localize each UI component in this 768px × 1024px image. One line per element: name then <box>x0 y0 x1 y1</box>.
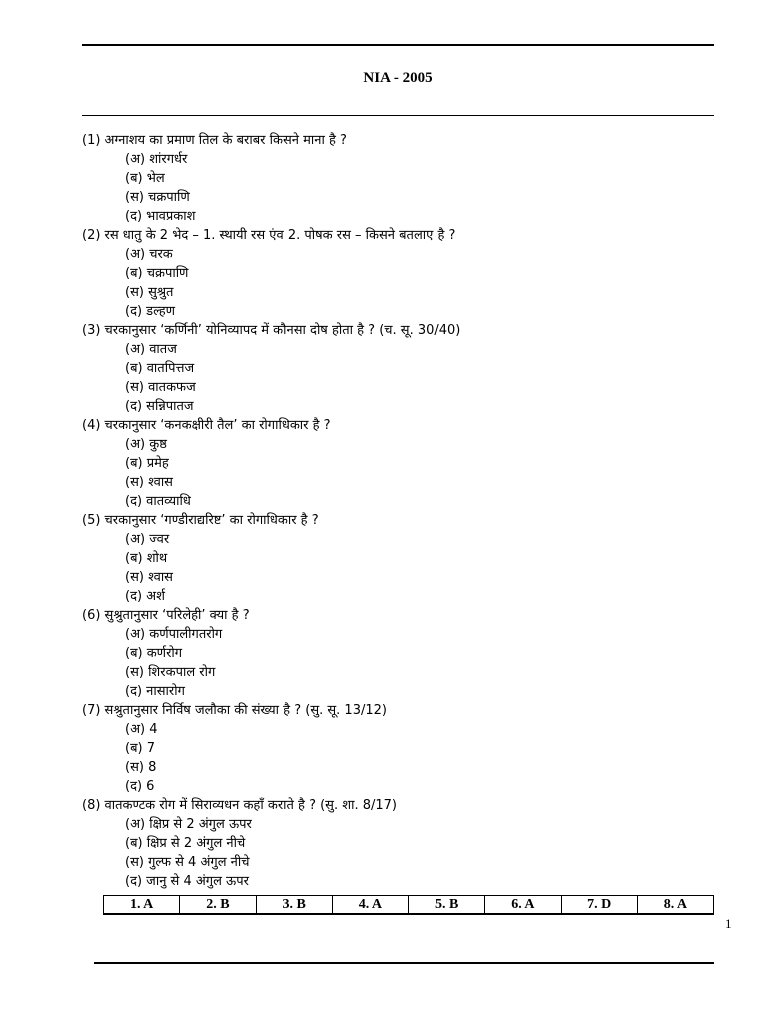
option-d: (द) वातव्याधि <box>125 494 191 509</box>
option-d: (द) अर्श <box>125 589 165 604</box>
question-text: (7) सश्रुतानुसार निर्विष जलौका की संख्या है ? (सु. सू. 13/12) <box>82 703 387 718</box>
option-a: (अ) कुष्ठ <box>125 437 167 452</box>
answer-key-table <box>103 895 714 915</box>
option-c: (स) श्वास <box>125 475 173 490</box>
option-b: (ब) भेल <box>125 171 165 186</box>
option-b: (ब) 7 <box>125 741 155 756</box>
top-rule <box>82 44 714 46</box>
option-c: (स) गुल्फ से 4 अंगुल नीचे <box>125 855 250 870</box>
question <box>82 511 722 606</box>
option-c: (स) सुश्रुत <box>125 285 174 300</box>
answer-cell: 1. A <box>104 896 180 915</box>
option-a: (अ) ज्वर <box>125 532 170 547</box>
question-text: (3) चरकानुसार ‘कर्णिनी’ योनिव्यापद में कौनसा दोष होता है ? (च. सू. 30/40) <box>82 323 461 338</box>
option-c: (स) शिरकपाल रोग <box>125 665 216 680</box>
page-title: NIA - 2005 <box>363 70 433 86</box>
answer-cell: 3. B <box>256 896 332 915</box>
option-b: (ब) क्षिप्र से 2 अंगुल नीचे <box>125 836 246 851</box>
answer-cell: 5. B <box>409 896 485 915</box>
option-b: (ब) प्रमेह <box>125 456 169 471</box>
option-a: (अ) शांरगर्धर <box>125 152 188 167</box>
question-text: (8) वातकण्टक रोग में सिराव्यधन कहाँ कराते है ? (सु. शा. 8/17) <box>82 798 397 813</box>
option-d: (द) 6 <box>125 779 155 794</box>
option-d: (द) सन्निपातज <box>125 399 194 414</box>
question-text: (6) सुश्रुतानुसार ‘परिलेही’ क्या है ? <box>82 608 250 623</box>
option-a: (अ) क्षिप्र से 2 अंगुल ऊपर <box>125 817 252 832</box>
option-d: (द) जानु से 4 अंगुल ऊपर <box>125 874 249 889</box>
option-c: (स) वातकफज <box>125 380 196 395</box>
question <box>82 321 722 416</box>
question <box>82 416 722 511</box>
question <box>82 796 722 891</box>
page-number: 1 <box>725 916 732 931</box>
header-rule <box>82 115 714 116</box>
option-a: (अ) 4 <box>125 722 158 737</box>
answer-cell: 4. A <box>332 896 408 915</box>
option-c: (स) 8 <box>125 760 157 775</box>
option-d: (द) नासारोग <box>125 684 185 699</box>
option-d: (द) भावप्रकाश <box>125 209 196 224</box>
question-text: (5) चरकानुसार ‘गण्डीराद्यरिष्ट’ का रोगाधिकार है ? <box>82 513 319 528</box>
option-d: (द) डल्हण <box>125 304 176 319</box>
option-a: (अ) वातज <box>125 342 177 357</box>
bottom-rule <box>94 962 714 964</box>
option-b: (ब) कर्णरोग <box>125 646 183 661</box>
answer-cell: 6. A <box>485 896 561 915</box>
question-list <box>82 131 722 891</box>
question <box>82 131 722 226</box>
answer-key-row <box>104 896 714 915</box>
question <box>82 226 722 321</box>
option-c: (स) श्वास <box>125 570 173 585</box>
answer-cell: 8. A <box>637 896 713 915</box>
option-a: (अ) चरक <box>125 247 173 262</box>
question-text: (4) चरकानुसार ‘कनकक्षीरी तैल’ का रोगाधिकार है ? <box>82 418 331 433</box>
option-b: (ब) वातपित्तज <box>125 361 195 376</box>
question <box>82 701 722 796</box>
answer-cell: 2. B <box>180 896 256 915</box>
option-b: (ब) शोथ <box>125 551 168 566</box>
question-text: (2) रस धातु के 2 भेद – 1. स्थायी रस एंव 2. पोषक रस – किसने बतलाए है ? <box>82 228 456 243</box>
option-a: (अ) कर्णपालीगतरोग <box>125 627 223 642</box>
question <box>82 606 722 701</box>
question-text: (1) अग्नाशय का प्रमाण तिल के बराबर किसने माना है ? <box>82 133 347 148</box>
option-b: (ब) चक्रपाणि <box>125 266 189 281</box>
option-c: (स) चक्रपाणि <box>125 190 190 205</box>
answer-cell: 7. D <box>561 896 637 915</box>
